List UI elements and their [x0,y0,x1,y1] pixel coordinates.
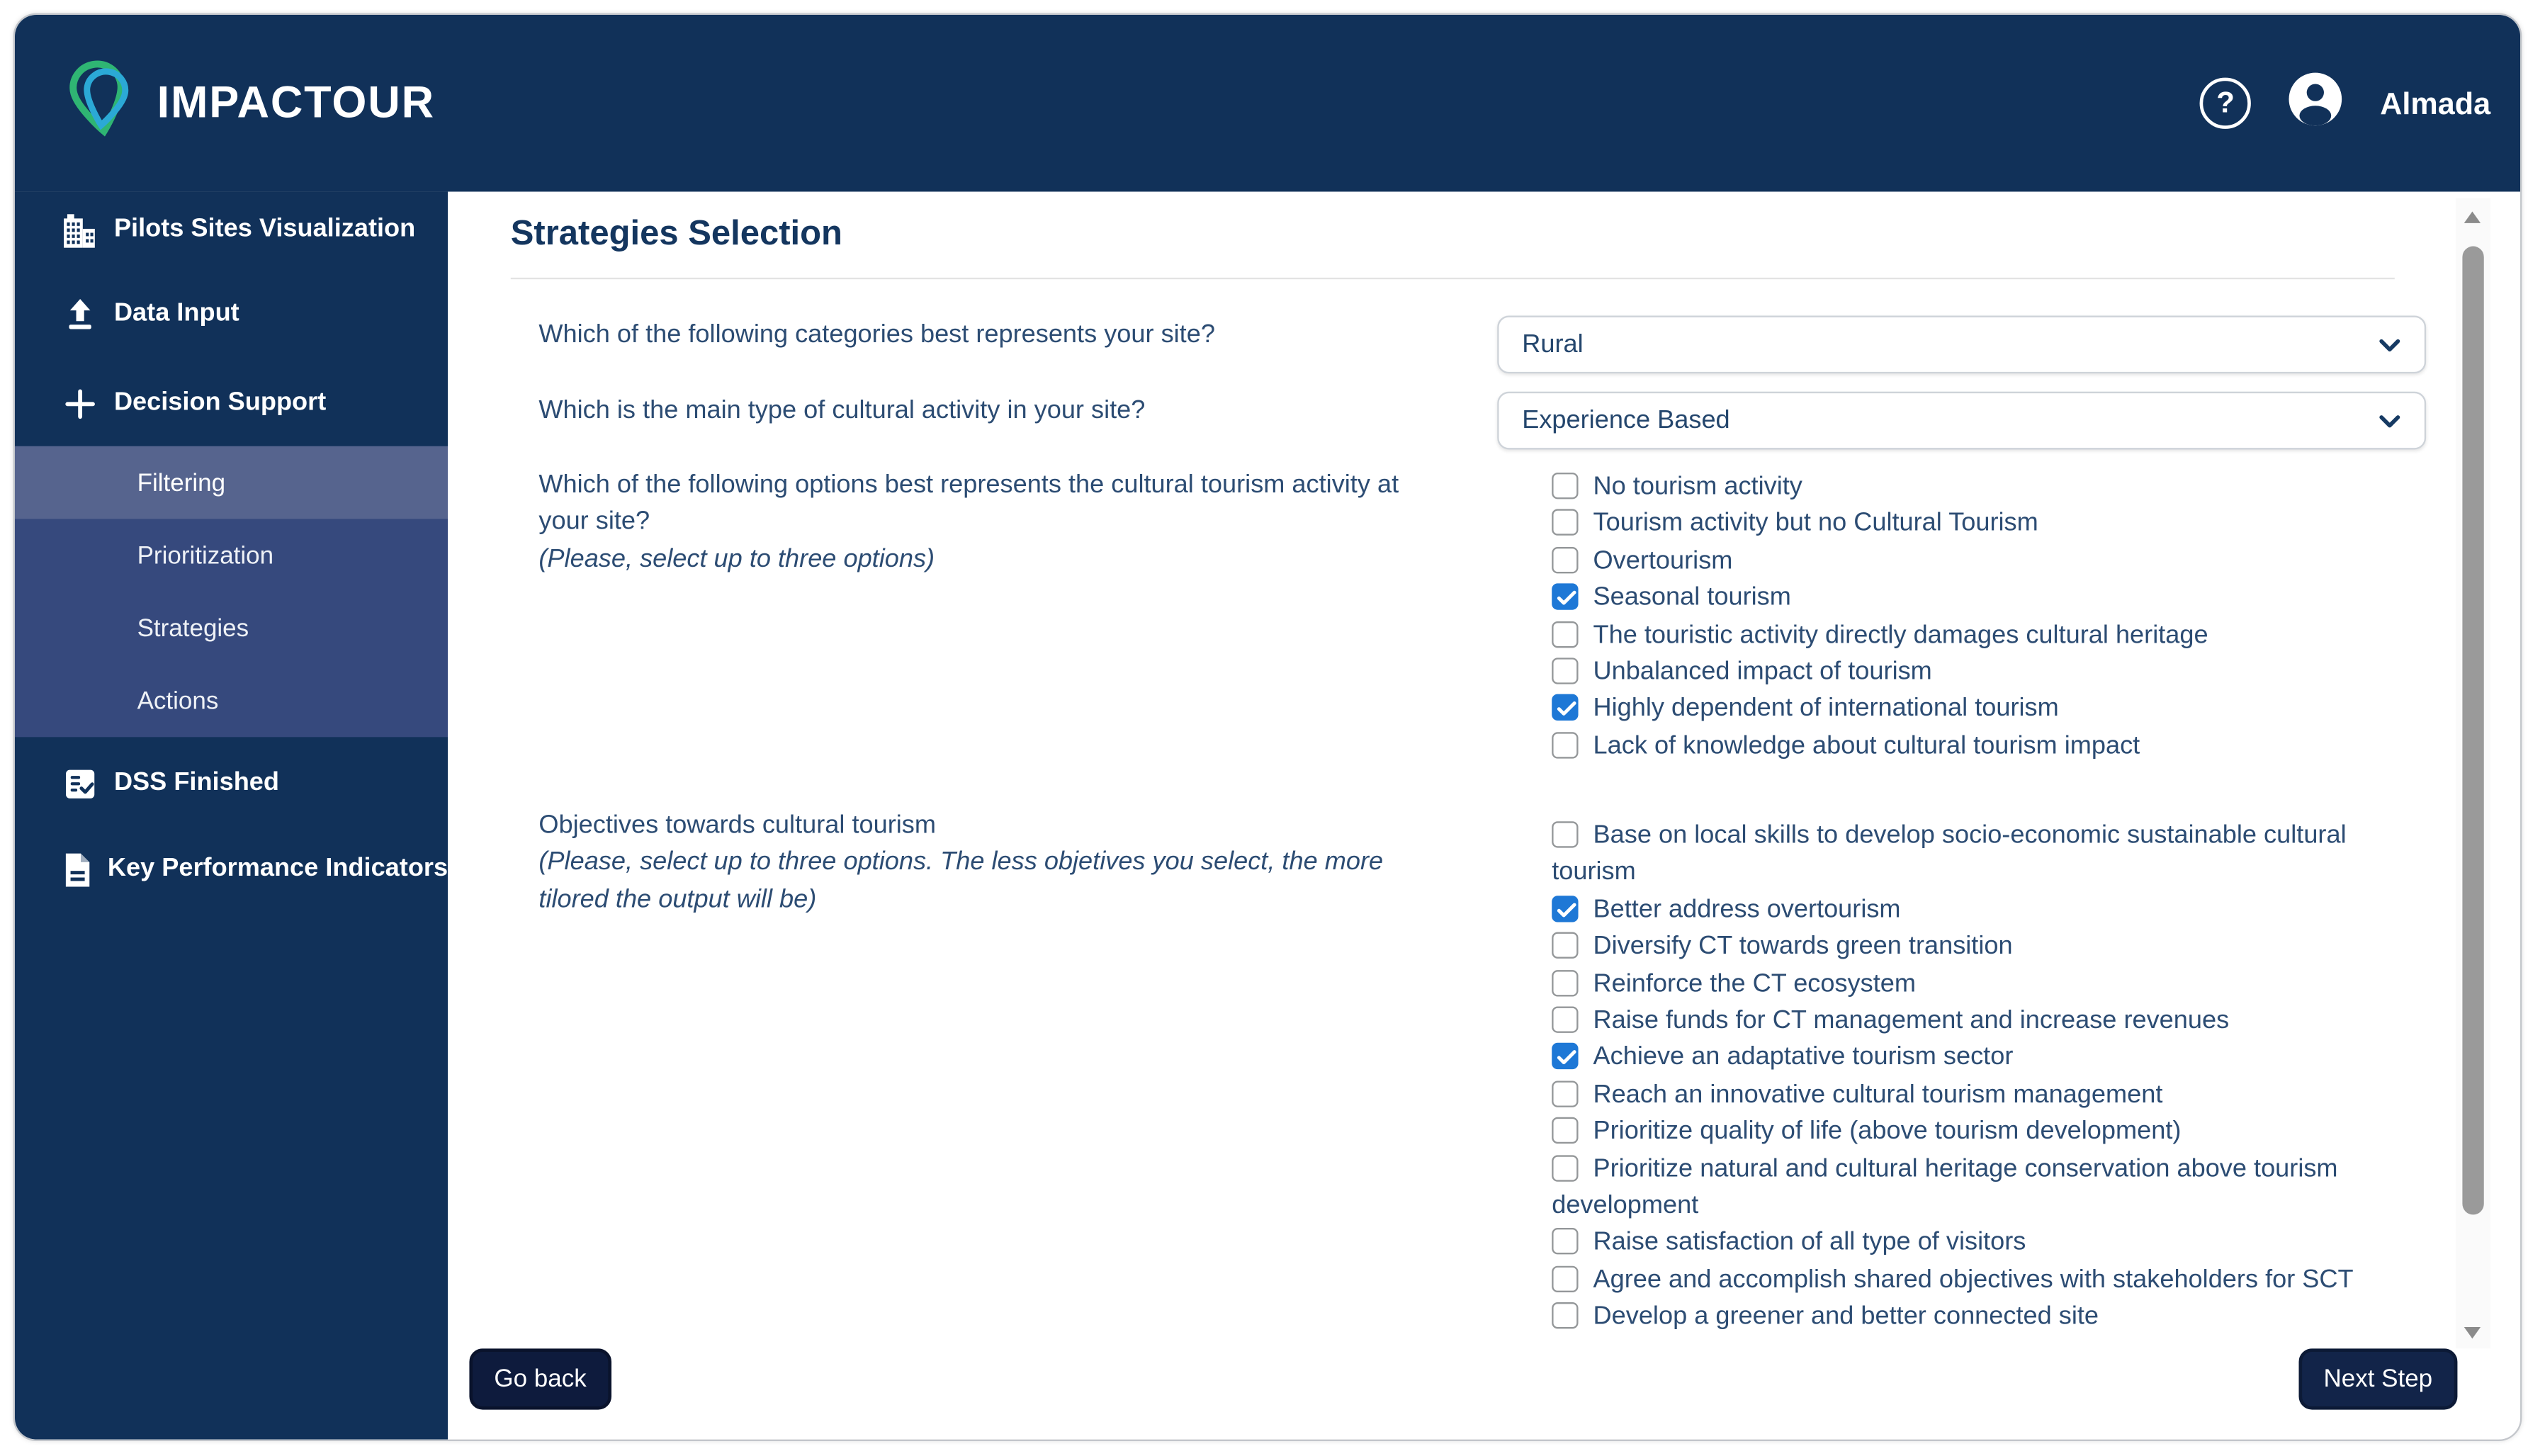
checkbox-option[interactable] [1552,580,2452,617]
sidebar-item-key-performance-indicators[interactable] [15,826,448,912]
sidebar-subitem-actions[interactable]: Actions [137,687,219,715]
checkbox-unchecked[interactable] [1552,1007,1578,1033]
checkbox-option[interactable] [1552,543,2452,580]
checkbox-unchecked[interactable] [1552,1265,1578,1292]
checkbox-unchecked[interactable] [1552,1303,1578,1329]
checkbox-option[interactable] [1552,617,2452,654]
checkbox-label: Lack of knowledge about cultural tourism impact [1593,731,2140,760]
checkbox-option[interactable] [1552,892,2436,929]
scroll-up-arrow-icon[interactable] [2464,212,2481,223]
checkbox-option[interactable] [1552,929,2436,966]
help-icon[interactable]: ? [2200,78,2251,129]
sidebar [15,192,448,1440]
checkbox-label: Raise satisfaction of all type of visitors [1593,1229,2026,1257]
checkbox-label: Overtourism [1593,546,1733,575]
checkbox-label: Highly dependent of international tourism [1593,694,2059,723]
question-note: (Please, select up to three options. The less objetives you select, the more tilored the output will be) [538,848,1384,914]
checkbox-option[interactable] [1552,1151,2436,1226]
checkbox-option[interactable] [1552,1263,2436,1299]
site-category-select[interactable] [1497,316,2426,374]
user-avatar-icon[interactable] [2288,71,2344,135]
checkbox-option[interactable] [1552,728,2452,765]
checkbox-option[interactable] [1552,966,2436,1003]
checkbox-label: Unbalanced impact of tourism [1593,658,1932,687]
checkbox-option[interactable] [1552,507,2452,543]
checkbox-unchecked[interactable] [1552,621,1578,647]
sidebar-item-label: Decision Support [113,388,327,417]
sidebar-item-data-input[interactable] [15,268,448,361]
title-divider [511,278,2395,279]
checkbox-unchecked[interactable] [1552,732,1578,758]
brand [61,53,435,154]
select-value: Rural [1522,329,1584,358]
checkbox-option[interactable] [1552,1003,2436,1040]
checkbox-option[interactable] [1552,469,2452,506]
sidebar-item-label: Pilots Sites Visualization [113,215,416,243]
checkbox-label: Reach an innovative cultural tourism management [1593,1080,2163,1109]
checkbox-label: Base on local skills to develop socio-economic sustainable cultural tourism [1552,821,2347,887]
question-cultural-activity-label: Which is the main type of cultural activity in your site? [538,396,1146,425]
checkbox-label: Better address overtourism [1593,895,1901,924]
scrollbar[interactable] [2456,198,2490,1348]
checkbox-checked[interactable] [1552,896,1578,922]
checkbox-option[interactable] [1552,1077,2436,1114]
checkbox-unchecked[interactable] [1552,969,1578,995]
checkbox-option[interactable] [1552,818,2436,893]
checkbox-checked[interactable] [1552,1044,1578,1070]
sidebar-subitem-filtering[interactable]: Filtering [15,446,448,519]
checkbox-checked[interactable] [1552,695,1578,721]
checkbox-option[interactable] [1552,1040,2436,1077]
checkbox-unchecked[interactable] [1552,821,1578,847]
question-text: Which of the following options best represents the cultural tourism activity at your site? [538,470,1399,536]
cultural-activity-select[interactable] [1497,392,2426,450]
checkbox-label: Prioritize natural and cultural heritage conservation above tourism development [1552,1154,2338,1220]
checkbox-label: Tourism activity but no Cultural Tourism [1593,509,2038,538]
checkbox-label: Seasonal tourism [1593,583,1791,612]
header-actions [2200,71,2490,135]
checkbox-label: Prioritize quality of life (above tourism development) [1593,1117,2182,1146]
brand-name: IMPACTOUR [157,77,435,128]
question-tourism-activity-label [538,468,1448,579]
sidebar-item-label: Data Input [113,299,239,327]
upload-icon [58,295,101,333]
document-icon [58,850,95,888]
sidebar-item-pilots-sites-visualization[interactable] [15,192,448,268]
checkbox-option[interactable] [1552,1299,2436,1336]
app-window [13,13,2522,1441]
sidebar-item-label: Key Performance Indicators [107,854,448,883]
checkbox-label: Develop a greener and better connected site [1593,1302,2099,1331]
objectives-options [1552,818,2436,1337]
question-objectives-label [538,808,1457,920]
page-title: Strategies Selection [510,215,842,253]
question-text: Objectives towards cultural tourism [538,811,936,840]
checkbox-label: The touristic activity directly damages cultural heritage [1593,621,2208,649]
checkbox-label: No tourism activity [1593,473,1802,501]
checkbox-checked[interactable] [1552,584,1578,610]
checkbox-option[interactable] [1552,1114,2436,1151]
user-name[interactable]: Almada [2380,85,2491,120]
main-content [448,192,2520,1440]
checkbox-label: Agree and accomplish shared objectives with stakeholders for SCT [1593,1265,2354,1294]
checkbox-option[interactable] [1552,1225,2436,1262]
next-step-button[interactable]: Next Step [2299,1348,2458,1409]
checkbox-unchecked[interactable] [1552,1155,1578,1181]
checkbox-label: Diversify CT towards green transition [1593,932,2013,961]
go-back-button[interactable]: Go back [469,1348,611,1409]
checkbox-unchecked[interactable] [1552,658,1578,684]
checklist-icon [58,764,101,803]
select-value: Experience Based [1522,405,1730,434]
checkbox-unchecked[interactable] [1552,1117,1578,1144]
chevron-down-icon [2376,408,2403,443]
sidebar-subitem-prioritization[interactable]: Prioritization [137,541,274,570]
checkbox-label: Reinforce the CT ecosystem [1593,969,1916,998]
sidebar-item-label: DSS Finished [113,768,279,797]
checkbox-unchecked[interactable] [1552,932,1578,959]
sidebar-subitem-strategies[interactable]: Strategies [137,614,249,643]
checkbox-label: Raise funds for CT management and increase revenues [1593,1006,2230,1035]
question-note: (Please, select up to three options) [538,545,935,573]
question-site-category-label: Which of the following categories best represents your site? [538,320,1215,349]
checkbox-unchecked[interactable] [1552,1080,1578,1107]
scrollbar-thumb[interactable] [2462,247,2483,1215]
checkbox-unchecked[interactable] [1552,473,1578,499]
chevron-down-icon [2376,332,2403,367]
checkbox-unchecked[interactable] [1552,1229,1578,1255]
building-icon [58,209,101,250]
tourism-activity-options [1552,469,2452,765]
checkbox-label: Achieve an adaptative tourism sector [1593,1043,2014,1072]
map-pin-logo-icon [61,53,137,154]
checkbox-option[interactable] [1552,692,2452,728]
checkbox-unchecked[interactable] [1552,547,1578,573]
decision-support-submenu [15,446,448,738]
plus-icon [58,384,101,422]
scroll-down-arrow-icon[interactable] [2464,1327,2481,1338]
sidebar-item-decision-support[interactable] [15,360,448,446]
sidebar-item-dss-finished[interactable] [15,740,448,826]
checkbox-option[interactable] [1552,655,2452,692]
checkbox-unchecked[interactable] [1552,509,1578,536]
app-header [15,15,2520,192]
